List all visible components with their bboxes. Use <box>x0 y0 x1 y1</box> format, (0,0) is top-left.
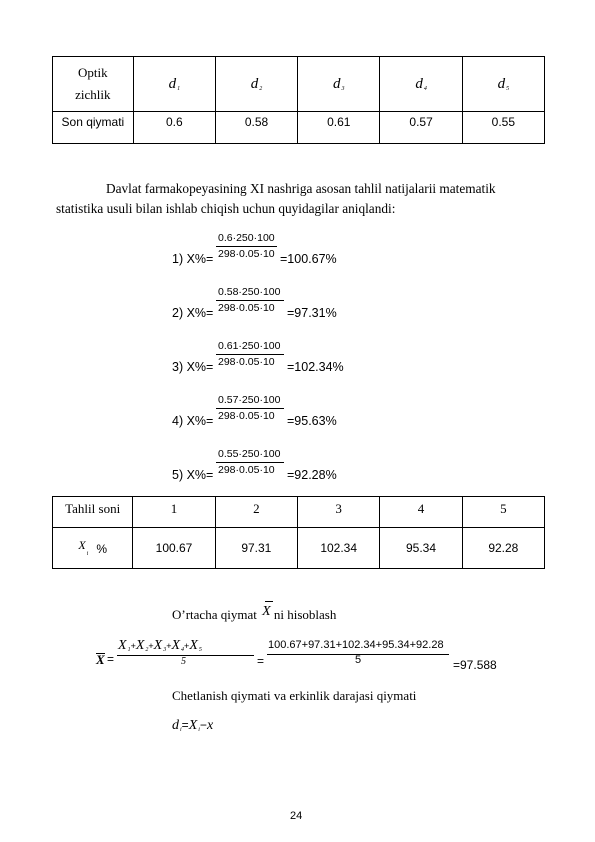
table-header-cell: 5 <box>462 497 544 528</box>
formula-result: =92.28% <box>287 468 337 482</box>
table-header-cell: $d_4$ <box>380 57 462 112</box>
table-cell: 100.67 <box>133 528 215 569</box>
table-header-cell: 2 <box>215 497 297 528</box>
formula-result: =100.67% <box>280 252 337 266</box>
table-header-label: Optik zichlik <box>53 57 134 112</box>
mean-symbolic-denominator: 5 <box>181 656 186 667</box>
table-header-cell: $d_5$ <box>462 57 544 112</box>
table-cell: 92.28 <box>462 528 544 569</box>
table-header-cell: 4 <box>380 497 462 528</box>
mean-intro-text: O’rtacha qiymat <box>172 607 257 622</box>
formula-result: =102.34% <box>287 360 344 374</box>
formula-numerator: 0.57·250·100 <box>218 394 281 406</box>
mean-intro-var: X <box>262 604 271 619</box>
formula-denominator: 298·0.05·10 <box>218 248 275 260</box>
table-cell: 0.6 <box>133 112 215 144</box>
optical-density-table <box>52 56 545 144</box>
table-cell: 97.31 <box>215 528 297 569</box>
formula-prefix: 4) X%= <box>172 414 214 428</box>
fraction-line <box>216 354 284 355</box>
mean-numeric-numerator: 100.67+97.31+102.34+95.34+92.28 <box>268 639 444 651</box>
table-header-cell: $d_2$ <box>215 57 297 112</box>
mean-result: =97.588 <box>453 658 497 672</box>
mean-symbolic-numerator: $X_1+X_2+X_3+X_4+X_5$ <box>118 638 202 653</box>
formula-denominator: 298·0.05·10 <box>218 410 275 422</box>
formula-numerator: 0.55·250·100 <box>218 448 281 460</box>
table-row <box>53 112 545 144</box>
formula-result: =97.31% <box>287 306 337 320</box>
mean-numeric-denominator: 5 <box>355 654 362 666</box>
formula-prefix: 1) X%= <box>172 252 214 266</box>
fraction-line <box>216 408 284 409</box>
fraction-line <box>216 300 284 301</box>
formula-numerator: 0.58·250·100 <box>218 286 281 298</box>
table-header-cell: 3 <box>297 497 379 528</box>
formula-numerator: 0.61·250·100 <box>218 340 281 352</box>
analysis-results-table <box>52 496 545 569</box>
deviation-formula: $d_i=X_i-x$ <box>172 718 214 733</box>
table-row-label: Son qiymati <box>53 112 134 144</box>
table-cell: 0.57 <box>380 112 462 144</box>
intro-paragraph-line-1: Davlat farmakopeyasining XI nashriga asosan tahlil natijalarii matematik <box>106 181 496 196</box>
table-cell: 0.55 <box>462 112 544 144</box>
intro-paragraph-line-2: statistika usuli bilan ishlab chiqish uchun quyidagilar aniqlandi: <box>56 201 396 216</box>
formula-prefix: 5) X%= <box>172 468 214 482</box>
table-header-row <box>53 57 545 112</box>
table-header-cell: $d_1$ <box>133 57 215 112</box>
fraction-line <box>216 246 277 247</box>
page-number: 24 <box>290 810 303 822</box>
table-header-row <box>53 497 545 528</box>
table-cell: 0.58 <box>215 112 297 144</box>
mean-overline <box>265 601 273 602</box>
formula-denominator: 298·0.05·10 <box>218 464 275 476</box>
deviation-heading: Chetlanish qiymati va erkinlik darajasi qiymati <box>172 688 417 703</box>
mean-equals: = <box>257 654 265 668</box>
formula-numerator: 0.6·250·100 <box>218 232 275 244</box>
table-header-cell: $d_3$ <box>298 57 380 112</box>
table-row-label: $^X_i$ % <box>53 528 133 569</box>
formula-prefix: 3) X%= <box>172 360 214 374</box>
fraction-line <box>216 462 284 463</box>
table-header-label: Tahlil soni <box>53 497 133 528</box>
mean-lhs: X <box>96 652 105 667</box>
table-header-cell: 1 <box>133 497 215 528</box>
table-cell: 102.34 <box>297 528 379 569</box>
table-cell: 95.34 <box>380 528 462 569</box>
formula-result: =95.63% <box>287 414 337 428</box>
mean-intro <box>172 604 336 623</box>
formula-denominator: 298·0.05·10 <box>218 356 275 368</box>
table-cell: 0.61 <box>298 112 380 144</box>
mean-intro-suffix: ni hisoblash <box>273 607 337 622</box>
table-row <box>53 528 545 569</box>
mean-lhs-equals: = <box>107 652 115 666</box>
formula-prefix: 2) X%= <box>172 306 214 320</box>
formula-denominator: 298·0.05·10 <box>218 302 275 314</box>
